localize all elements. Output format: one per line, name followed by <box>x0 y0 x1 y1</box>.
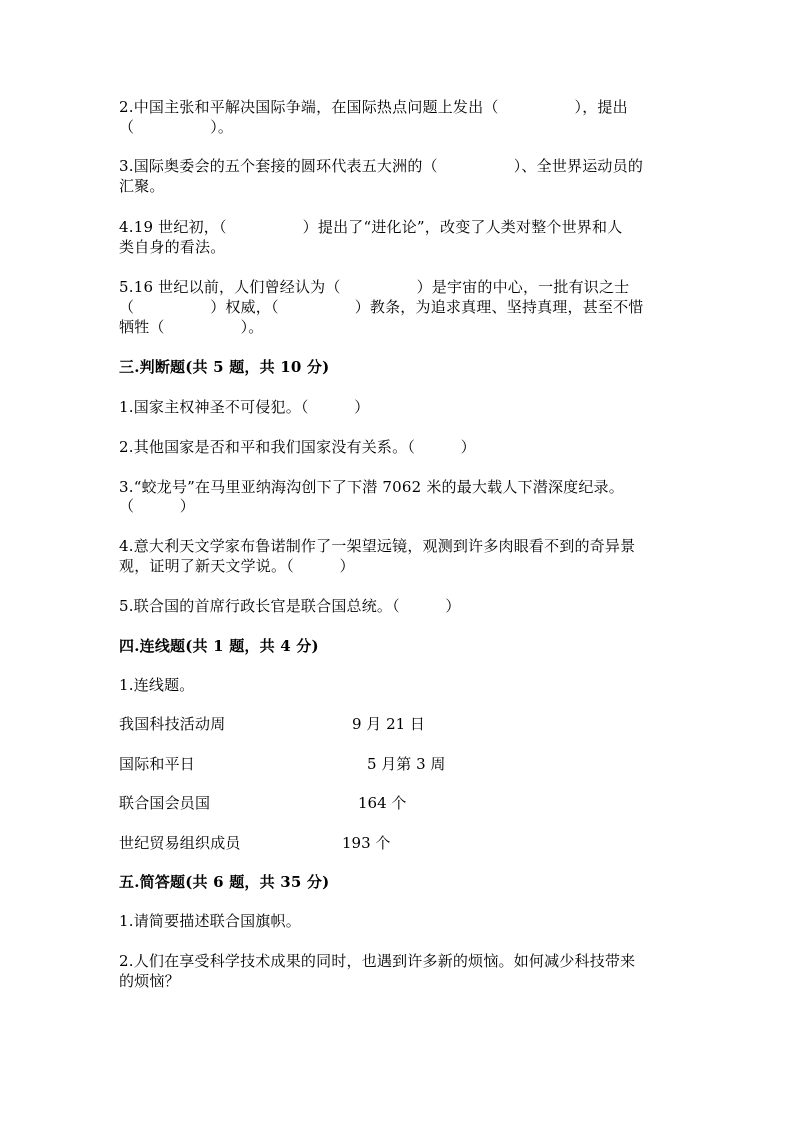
fill-q2-line1: 2.中国主张和平解决国际争端，在国际热点问题上发出（ ），提出 <box>119 98 628 116</box>
match-right-1: 9 月 21 日 <box>352 715 425 733</box>
short-q1: 1.请简要描述联合国旗帜。 <box>119 912 301 930</box>
judge-q2: 2.其他国家是否和平和我们国家没有关系。（ ） <box>119 438 476 456</box>
fill-q2-line2: （ ）。 <box>119 118 234 136</box>
short-q2-line2: 的烦恼？ <box>119 972 180 990</box>
match-right-2: 5 月第 3 周 <box>367 755 446 773</box>
judge-q3-line2: （ ） <box>119 497 196 515</box>
fill-q3-line2: 汇聚。 <box>119 177 165 195</box>
fill-q5-line3: 牺牲（ ）。 <box>119 318 264 336</box>
section5-heading: 五.简答题(共 6 题，共 35 分) <box>119 873 330 891</box>
fill-q4-line2: 类自身的看法。 <box>119 238 226 256</box>
fill-q4-line1: 4.19 世纪初，（ ）提出了“进化论”，改变了人类对整个世界和人 <box>119 218 623 236</box>
fill-q5-line1: 5.16 世纪以前，人们曾经认为（ ）是宇宙的中心，一批有识之士 <box>119 278 630 296</box>
judge-q3-line1: 3.“蛟龙号”在马里亚纳海沟创下了下潜 7062 米的最大载人下潜深度纪录。 <box>119 478 624 496</box>
section4-heading: 四.连线题(共 1 题，共 4 分) <box>119 637 319 655</box>
match-left-1: 我国科技活动周 <box>119 715 226 733</box>
judge-q5: 5.联合国的首席行政长官是联合国总统。（ ） <box>119 597 461 615</box>
fill-q5-line2: （ ）权威，（ ）教条，为追求真理、坚持真理，甚至不惜 <box>119 298 644 316</box>
match-left-3: 联合国会员国 <box>119 794 211 812</box>
judge-q4-line2: 观，证明了新天文学说。（ ） <box>119 557 355 575</box>
section3-heading: 三.判断题(共 5 题，共 10 分) <box>119 358 330 376</box>
match-q1: 1.连线题。 <box>119 676 195 694</box>
judge-q4-line1: 4.意大利天文学家布鲁诺制作了一架望远镜，观测到许多肉眼看不到的奇异景 <box>119 537 636 555</box>
match-left-2: 国际和平日 <box>119 755 196 773</box>
match-right-3: 164 个 <box>358 794 407 812</box>
fill-q3-line1: 3.国际奥委会的五个套接的圆环代表五大洲的（ ）、全世界运动员的 <box>119 157 644 175</box>
match-left-4: 世纪贸易组织成员 <box>119 834 241 852</box>
judge-q1: 1.国家主权神圣不可侵犯。（ ） <box>119 398 370 416</box>
short-q2-line1: 2.人们在享受科学技术成果的同时，也遇到许多新的烦恼。如何减少科技带来 <box>119 952 636 970</box>
match-right-4: 193 个 <box>342 834 391 852</box>
